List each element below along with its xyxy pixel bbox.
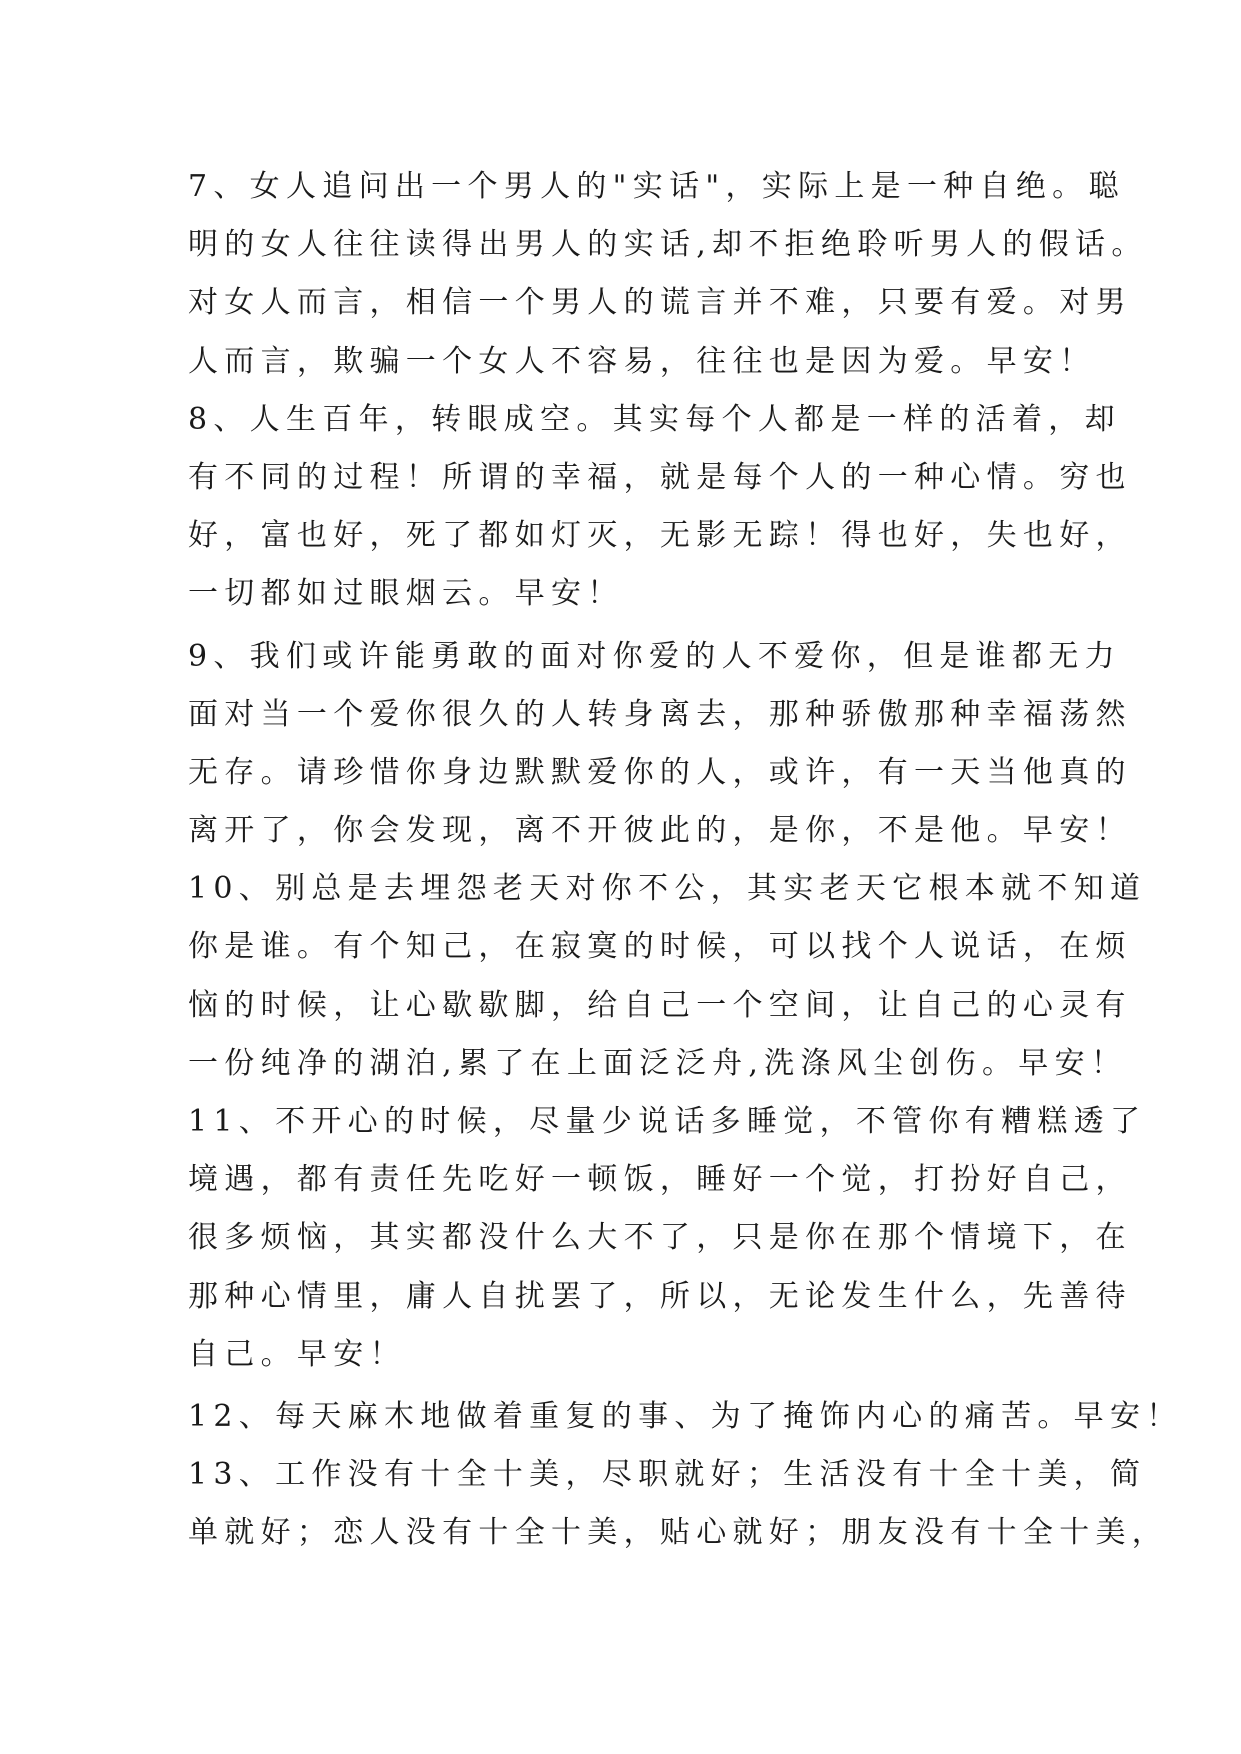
text-line: 恼的时候，让心歇歇脚，给自己一个空间，让自己的心灵有 bbox=[188, 987, 1132, 1023]
body-text bbox=[188, 158, 1183, 1563]
text-line: 对女人而言，相信一个男人的谎言并不难，只要有爱。对男 bbox=[188, 285, 1132, 321]
text-line: 9、我们或许能勇敢的面对你爱的人不爱你，但是谁都无力 bbox=[188, 638, 1121, 674]
text-line: 你是谁。有个知己，在寂寞的时候，可以找个人说话，在烦 bbox=[188, 929, 1132, 965]
text-line: 11、不开心的时候，尽量少说话多睡觉，不管你有糟糕透了 bbox=[188, 1104, 1147, 1139]
text-line: 7、女人追问出一个男人的"实话"，实际上是一种自绝。聪 bbox=[188, 169, 1125, 204]
text-line: 单就好；恋人没有十全十美，贴心就好；朋友没有十全十美， bbox=[188, 1515, 1169, 1551]
text-line: 8、人生百年，转眼成空。其实每个人都是一样的活着，却 bbox=[188, 401, 1121, 437]
text-line: 13、工作没有十全十美，尽职就好；生活没有十全十美，简 bbox=[188, 1457, 1147, 1493]
text-line: 离开了，你会发现，离不开彼此的，是你，不是他。早安！ bbox=[188, 813, 1132, 849]
text-line: 那种心情里，庸人自扰罢了，所以，无论发生什么，先善待 bbox=[188, 1278, 1132, 1314]
text-line: 很多烦恼，其实都没什么大不了，只是你在那个情境下，在 bbox=[188, 1220, 1132, 1256]
text-line: 有不同的过程！所谓的幸福，就是每个人的一种心情。穷也 bbox=[188, 459, 1132, 495]
text-line: 境遇，都有责任先吃好一顿饭，睡好一个觉，打扮好自己， bbox=[188, 1162, 1132, 1198]
text-line: 一份纯净的湖泊,累了在上面泛泛舟,洗涤风尘创伤。早安！ bbox=[188, 1045, 1128, 1081]
text-line: 一切都如过眼烟云。早安！ bbox=[188, 576, 624, 612]
text-line: 12、每天麻木地做着重复的事、为了掩饰内心的痛苦。早安！ bbox=[188, 1398, 1183, 1434]
text-line: 人而言，欺骗一个女人不容易，往往也是因为爱。早安！ bbox=[188, 343, 1096, 379]
text-line: 明的女人往往读得出男人的实话,却不拒绝聆听男人的假话。 bbox=[188, 227, 1148, 263]
text-line: 自己。早安！ bbox=[188, 1336, 406, 1372]
text-line: 好，富也好，死了都如灯灭，无影无踪！得也好，失也好， bbox=[188, 518, 1132, 554]
text-line: 无存。请珍惜你身边默默爱你的人，或许，有一天当他真的 bbox=[188, 754, 1132, 790]
text-line: 面对当一个爱你很久的人转身离去，那种骄傲那种幸福荡然 bbox=[188, 696, 1132, 732]
text-line: 10、别总是去埋怨老天对你不公，其实老天它根本就不知道 bbox=[188, 871, 1147, 907]
